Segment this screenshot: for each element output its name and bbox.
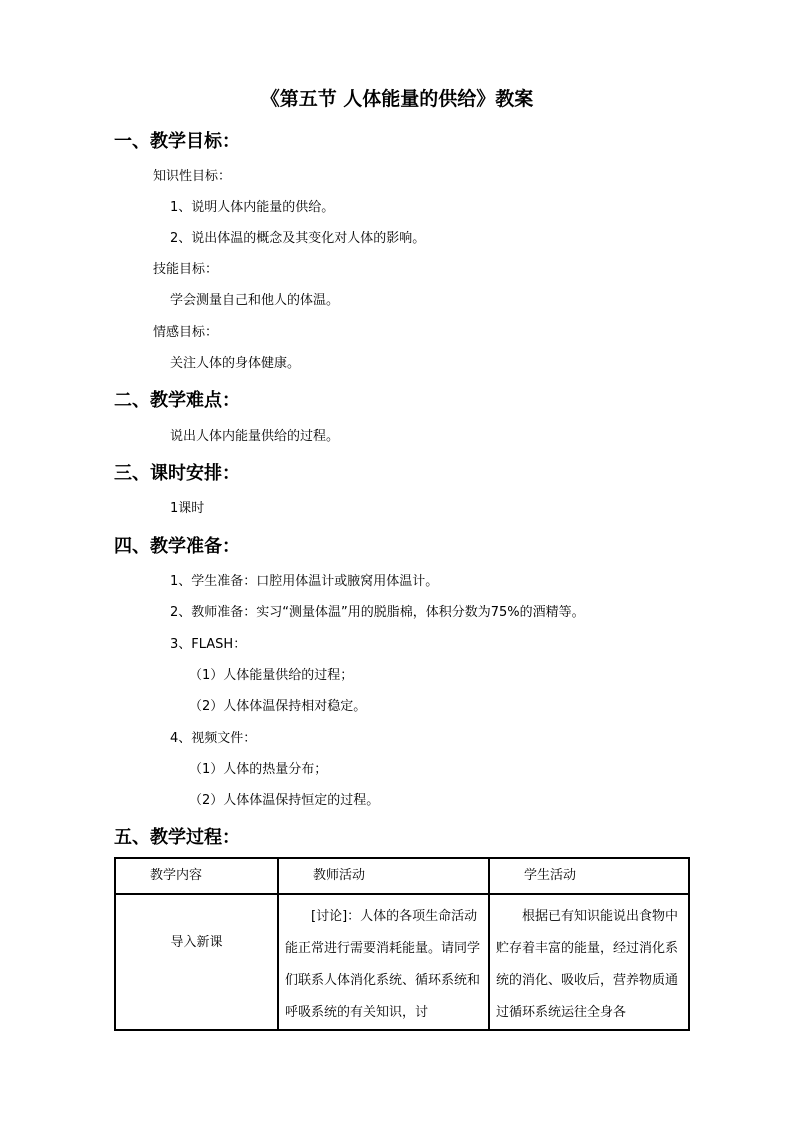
preparation-subitem: （2）人体体温保持相对稳定。 (189, 699, 367, 714)
preparation-item: 1、学生准备：口腔用体温计或腋窝用体温计。 (170, 574, 439, 589)
schedule-text: 1课时 (170, 501, 205, 516)
table-row (115, 894, 689, 1030)
table-header-cell (115, 858, 278, 894)
preparation-item: 4、视频文件： (170, 731, 257, 746)
section-heading-process: 五、教学过程： (114, 827, 240, 848)
row-content-text: 导入新课 (170, 935, 223, 950)
table-header-row (115, 858, 689, 894)
table-header-cell (489, 858, 689, 894)
row-student-text: 根据已有知识能说出食物中贮存着丰富的能量，经过消化系统的消化、吸收后，营养物质通过循环系统运往全身各 (496, 909, 679, 1020)
table-cell-content (115, 894, 278, 1030)
section-heading-difficulty: 二、教学难点： (114, 390, 240, 411)
knowledge-objective-item: 2、说出体温的概念及其变化对人体的影响。 (170, 231, 426, 246)
document-title: 《第五节 人体能量的供给》教案 (260, 88, 534, 110)
preparation-subitem: （2）人体体温保持恒定的过程。 (189, 793, 380, 808)
section-heading-schedule: 三、课时安排： (114, 463, 240, 484)
skill-objective-label: 技能目标： (153, 262, 219, 277)
row-teacher-text: [讨论]：人体的各项生命活动能正常进行需要消耗能量。请同学们联系人体消化系统、循环系统和呼吸系统的有关知识，讨 (285, 909, 481, 1020)
preparation-item: 3、FLASH： (170, 637, 247, 652)
knowledge-objective-item: 1、说明人体内能量的供给。 (170, 200, 335, 215)
emotion-objective-item: 关注人体的身体健康。 (170, 356, 301, 371)
header-content-label: 教学内容 (150, 868, 203, 883)
teaching-process-table (114, 857, 690, 1031)
table-header-cell (278, 858, 489, 894)
section-heading-preparation: 四、教学准备： (114, 536, 240, 557)
table-cell-teacher (278, 894, 489, 1030)
knowledge-objective-label: 知识性目标： (153, 169, 232, 184)
preparation-item: 2、教师准备：实习“测量体温”用的脱脂棉，体积分数为75%的酒精等。 (170, 605, 585, 620)
header-teacher-label: 教师活动 (313, 868, 366, 883)
section-heading-objectives: 一、教学目标： (114, 131, 240, 152)
emotion-objective-label: 情感目标： (153, 325, 219, 340)
preparation-subitem: （1）人体的热量分布； (189, 762, 328, 777)
header-student-label: 学生活动 (524, 868, 577, 883)
skill-objective-item: 学会测量自己和他人的体温。 (170, 293, 340, 308)
preparation-subitem: （1）人体能量供给的过程； (189, 668, 354, 683)
difficulty-text: 说出人体内能量供给的过程。 (170, 429, 340, 444)
table-cell-student (489, 894, 689, 1030)
